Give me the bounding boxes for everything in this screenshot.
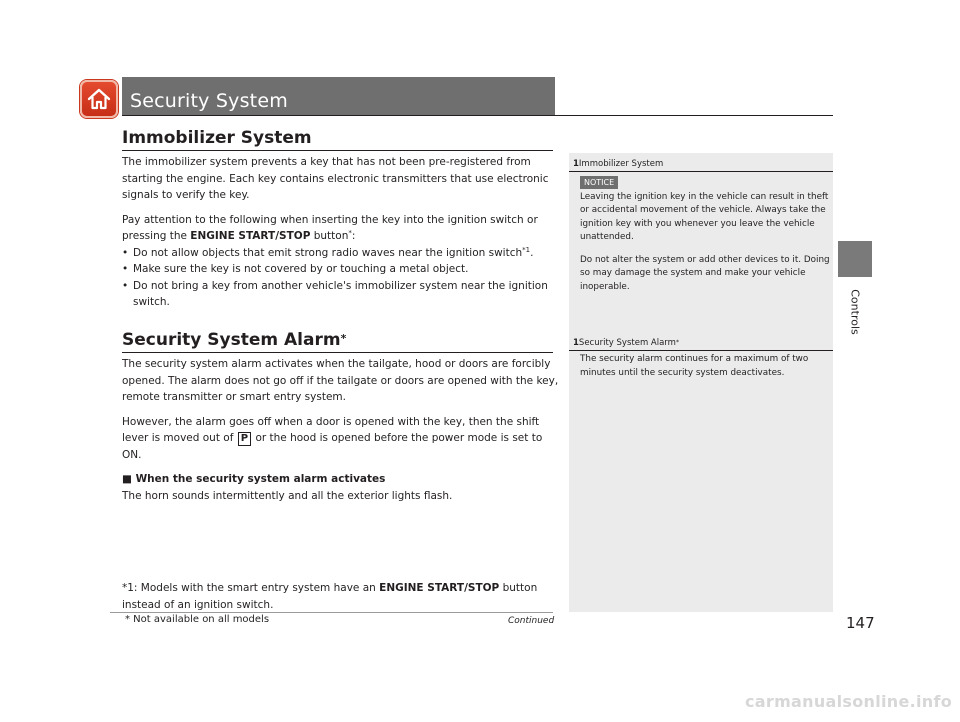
footnote-rule — [110, 612, 553, 613]
note-rule — [569, 171, 833, 172]
engine-start-stop-label: ENGINE START/STOP — [190, 230, 311, 242]
footnote-end: button instead of an ignition switch. — [122, 582, 538, 611]
pay-attention — [122, 212, 560, 245]
note-rule — [569, 350, 833, 351]
immobilizer-intro: The immobilizer system prevents a key that has not been pre-registered from starting the engine. Each key contains electronic transmitters that use electronic signals to verify the key. — [122, 156, 549, 201]
chapter-tab[interactable] — [838, 241, 872, 277]
footnote-bold: ENGINE START/STOP — [379, 582, 500, 594]
alarm-subhead: ■ When the security system alarm activates — [122, 473, 386, 485]
alarm-rule — [122, 352, 553, 353]
alarm-para2 — [122, 414, 560, 464]
period: . — [530, 246, 534, 259]
park-position-icon: P — [238, 432, 251, 446]
pay-attention-text: Pay attention to the following when inserting the key into the ignition switch or pressing the — [122, 213, 538, 242]
note-alarm-title — [573, 337, 679, 349]
footnote-text: *1: Models with the smart entry system have an — [122, 582, 380, 594]
note-title-text: Immobilizer System — [578, 159, 664, 169]
colon: : — [351, 230, 356, 242]
note-title-text: Security System Alarm — [578, 338, 676, 348]
alarm-sub-body: The horn sounds intermittently and all the exterior lights flash. — [122, 489, 453, 502]
footnote-ref: *1 — [522, 245, 531, 254]
alarm-para2-text: However, the alarm goes off when a door is opened with the key, then the shift lever is moved out of — [122, 415, 540, 444]
note-alarm-body — [580, 353, 830, 380]
not-available-note: * Not available on all models — [125, 614, 270, 625]
footnote-1 — [122, 580, 560, 613]
alarm-heading-text: Security System Alarm — [122, 330, 341, 350]
home-icon — [86, 86, 112, 112]
asterisk-mark: * — [348, 229, 352, 237]
chapter-label: Controls — [848, 289, 862, 335]
asterisk-mark: * — [340, 332, 347, 345]
alarm-body — [122, 356, 560, 504]
bullet-item: • Make sure the key is not covered by or touching a metal object. — [122, 261, 560, 278]
watermark: carmanualsonline.info — [745, 692, 953, 711]
immobilizer-heading: Immobilizer System — [122, 128, 312, 148]
title-rule — [122, 115, 833, 116]
note-ref-number: 1 — [573, 338, 579, 348]
note-ref-number: 1 — [573, 159, 579, 169]
bullet-item: • Do not bring a key from another vehicle's immobilizer system near the ignition switch. — [122, 278, 560, 311]
home-button[interactable] — [80, 80, 118, 118]
continued-label: Continued — [508, 616, 555, 626]
bullet-text: Do not allow objects that emit strong radio waves near the ignition switch — [133, 246, 523, 259]
bullet-item — [122, 245, 560, 262]
alarm-heading — [122, 329, 346, 351]
page-title: Security System — [130, 90, 288, 112]
note-immobilizer-title — [573, 158, 663, 170]
note-paragraph: Do not alter the system or add other devices to it. Doing so may damage the system and make your vehicle inoperable. — [580, 254, 830, 292]
pay-attention-button-text: button — [310, 230, 349, 242]
immobilizer-rule — [122, 150, 553, 151]
asterisk-mark: * — [675, 339, 679, 346]
immobilizer-body — [122, 154, 560, 311]
note-paragraph: The security alarm continues for a maximum of two minutes until the security system deactivates. — [580, 354, 809, 378]
alarm-para1: The security system alarm activates when the tailgate, hood or doors are forcibly opened. The alarm does not go off if the tailgate or doors are opened with the key, remote transmitter or smart entry system. — [122, 358, 559, 403]
alarm-para2-end: or the hood is opened before the power mode is set to ON. — [122, 432, 543, 461]
note-immobilizer-body — [580, 176, 830, 294]
notice-badge: NOTICE — [580, 176, 618, 189]
note-paragraph: Leaving the ignition key in the vehicle can result in theft or accidental movement of the vehicle. Always take the ignition key with you whenever you leave the vehicle unattended. — [580, 191, 829, 242]
page-number: 147 — [846, 614, 875, 632]
